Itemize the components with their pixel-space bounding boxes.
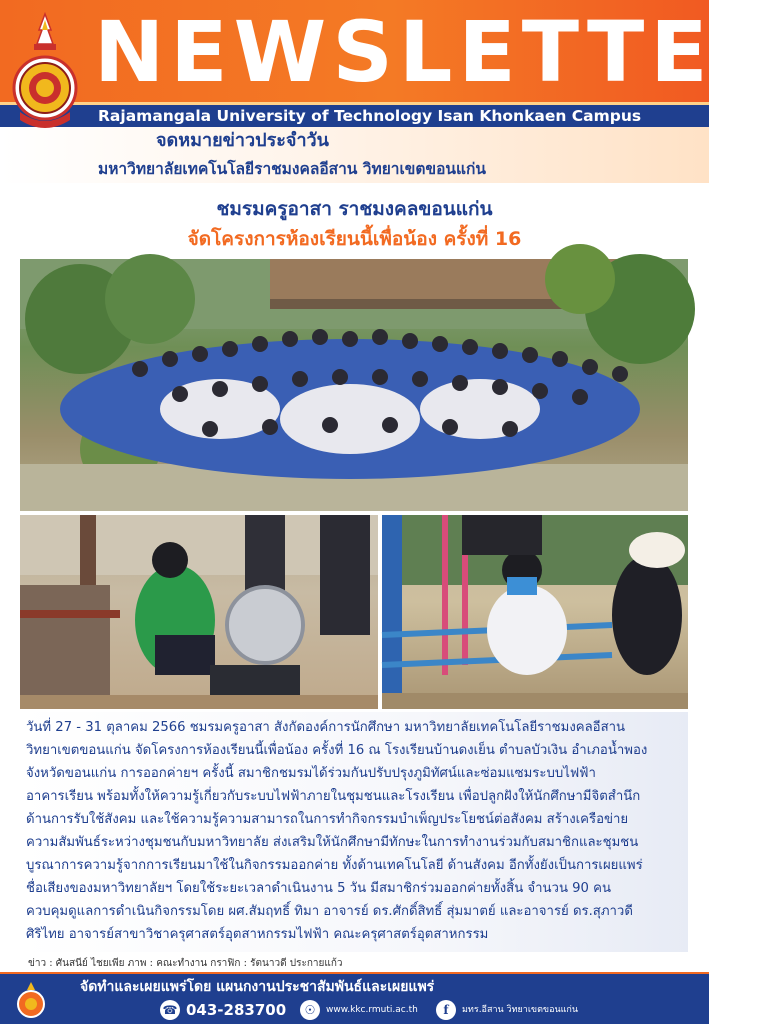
body-line-4: อาคารเรียน พร้อมทั้งให้ความรู้เกี่ยวกับระบบไฟฟ้าภายในชุมชนและโรงเรียน เพื่อปลูกฝังให้นักศึกษามีจิตสำนึก: [26, 789, 641, 804]
body-line-7: บูรณาการความรู้จากการเรียนมาใช้ในกิจกรรมออกค่าย ทั้งด้านเทคโนโลยี ด้านสังคม อีกทั้งยังเป็นการเผยแพร่: [26, 858, 643, 873]
body-line-5: ด้านการรับใช้สังคม และใช้ความรู้ความสามารถในการทำกิจกรรมบำเพ็ญประโยชน์ต่อสังคม สร้างเครือข่าย: [26, 812, 629, 827]
headline-line-2: จัดโครงการห้องเรียนนี้เพื่อน้อง ครั้งที่ 16: [187, 228, 522, 250]
newsletter-header: [0, 0, 784, 188]
article-body: [20, 712, 688, 952]
website-url[interactable]: www.kkc.rmuti.ac.th: [326, 1005, 418, 1015]
body-line-1: วันที่ 27 - 31 ตุลาคม 2566 ชมรมครูอาสา สังกัดองค์การนักศึกษา มหาวิทยาลัยเทคโนโลยีราชมงคลอีสาน: [26, 720, 626, 735]
university-seal-icon: [10, 12, 80, 132]
students-repairing-playground-icon: [382, 515, 688, 709]
playground-repair-photo: [382, 515, 688, 709]
pr-department-logo-icon: [14, 980, 48, 1020]
globe-icon: ☉: [300, 1000, 320, 1020]
daily-news-label: จดหมายข่าวประจำวัน: [156, 130, 329, 151]
headline-line-1: ชมรมครูอาสา ราชมงคลขอนแก่น: [216, 198, 493, 220]
body-line-9: ควบคุมดูแลการดำเนินกิจกรรมโดย ผศ.สัมฤทธิ์ ทิมา อาจารย์ ดร.ศักดิ์สิทธิ์ สุ่มมาตย์ และอาจารย์ ดร.สุภาวดี: [26, 904, 633, 919]
footer-phone: [160, 1000, 286, 1020]
body-line-6: ความสัมพันธ์ระหว่างชุมชนกับมหาวิทยาลัย ส่งเสริมให้นักศึกษามีทักษะในการทำงานร่วมกับสมาชิกและชุมชน: [26, 835, 639, 850]
phone-number: 043-283700: [186, 1001, 287, 1019]
newsletter-title: NEWSLETTER: [94, 3, 784, 101]
body-line-2: วิทยาเขตขอนแก่น จัดโครงการห้องเรียนนี้เพื่อน้อง ครั้งที่ 16 ณ โรงเรียนบ้านดงเย็น ตำบลบัวเงิน อำเภอน้ำพอง: [26, 743, 648, 758]
student-using-cutting-machine-icon: [20, 515, 378, 709]
facebook-icon: f: [436, 1000, 456, 1020]
footer-facebook[interactable]: [436, 1000, 578, 1020]
body-line-8: ชื่อเสียงของมหาวิทยาลัยฯ โดยใช้ระยะเวลาดำเนินงาน 5 วัน มีสมาชิกร่วมออกค่ายทั้งสิ้น จำนวน 90 คน: [26, 881, 611, 896]
footer-website[interactable]: [300, 1000, 418, 1020]
footer-publisher: จัดทำและเผยแพร่โดย แผนกงานประชาสัมพันธ์และเผยแพร่: [80, 979, 435, 995]
facebook-page[interactable]: มทร.อีสาน วิทยาเขตขอนแก่น: [462, 1005, 579, 1015]
group-photo-students-icon: [20, 259, 688, 511]
body-line-3: จังหวัดขอนแก่น การออกค่ายฯ ครั้งนี้ สมาชิกชมรมได้ร่วมกันปรับปรุงภูมิทัศน์และซ่อมแซมระบบไฟฟ้า: [26, 766, 596, 781]
phone-icon: ☎: [160, 1000, 180, 1020]
credits-line: ข่าว : ศันสนีย์ ไชยเพีย ภาพ : คณะทำงาน กราฟิก : รัตนาวดี ประกายแก้ว: [28, 958, 343, 969]
group-photo: [20, 259, 688, 511]
university-name-th: มหาวิทยาลัยเทคโนโลยีราชมงคลอีสาน วิทยาเขตขอนแก่น: [98, 160, 486, 178]
workshop-photo: [20, 515, 378, 709]
university-name-en: Rajamangala University of Technology Isan Khonkaen Campus: [98, 107, 642, 125]
body-line-10: ศิริไทย อาจารย์สาขาวิชาครุศาสตร์อุตสาหกรรมไฟฟ้า คณะครุศาสตร์อุตสาหกรรม: [26, 927, 489, 942]
